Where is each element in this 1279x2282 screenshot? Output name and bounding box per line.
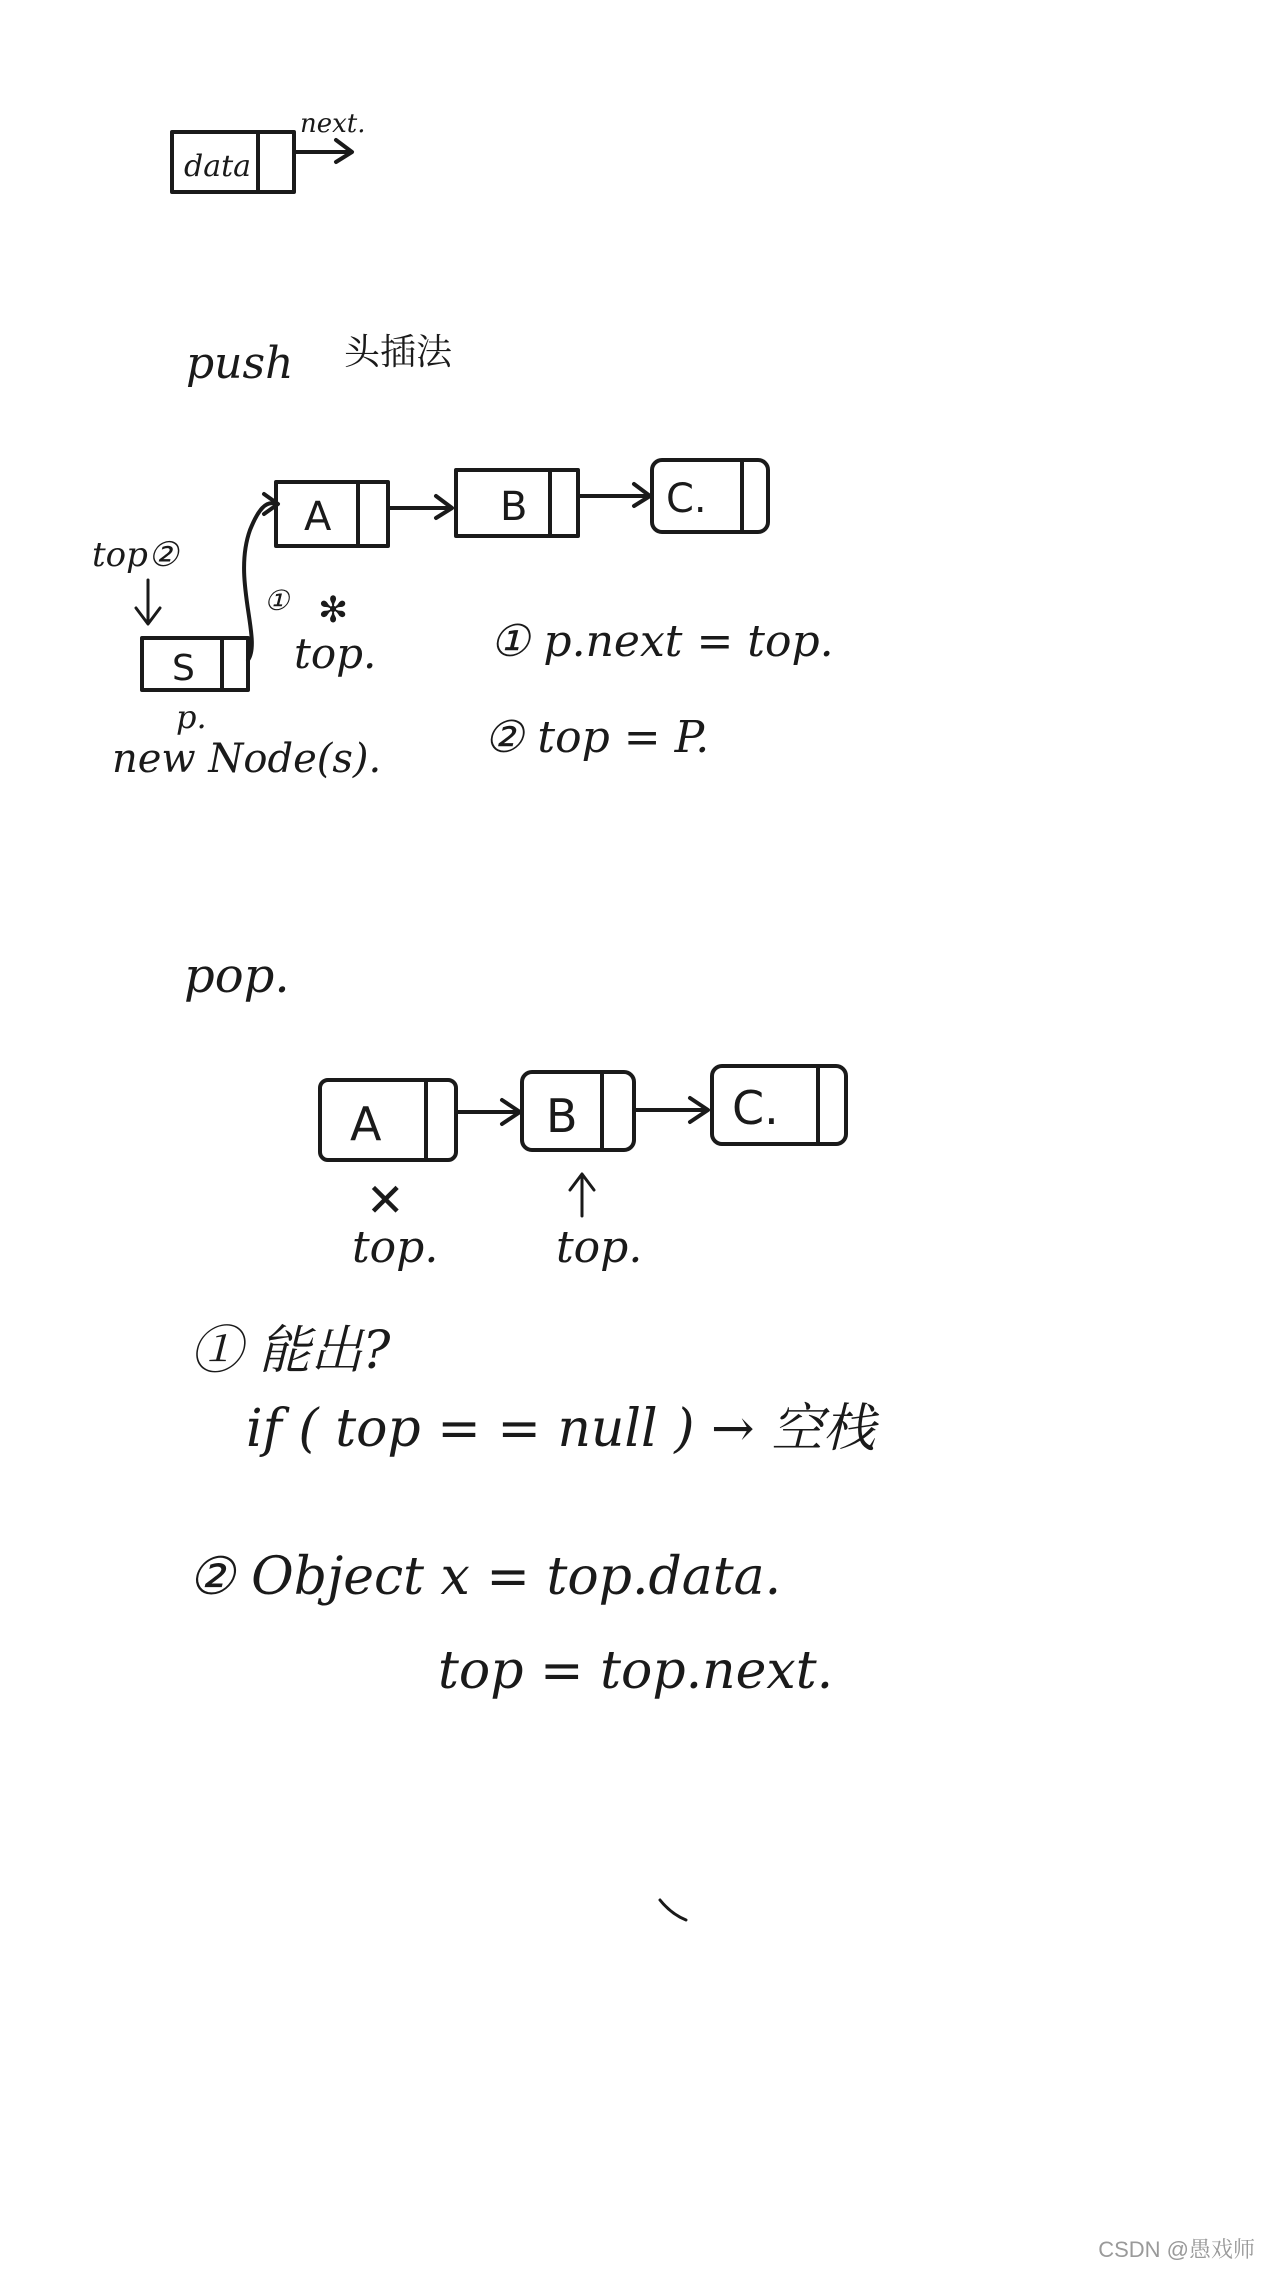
push-node-c-label: C. <box>666 476 707 522</box>
push-section <box>92 332 834 782</box>
push-new-node-box <box>142 638 248 690</box>
pop-step2-line1: ② Object x = top.data. <box>188 1547 782 1607</box>
pop-node-b-box <box>522 1072 634 1150</box>
pop-node-a-box <box>320 1080 456 1160</box>
pop-old-top-label: top. <box>352 1222 439 1273</box>
pop-new-top-label: top. <box>556 1222 643 1273</box>
pop-node-b-label: B <box>546 1089 578 1143</box>
push-subtitle: 头插法 <box>344 332 453 373</box>
stray-pen-mark <box>660 1900 686 1920</box>
pop-old-top-cross: ✕ <box>366 1173 405 1227</box>
push-p-label: p. <box>176 698 207 736</box>
push-step2: ② top = P. <box>484 712 710 763</box>
push-new-node-call: new Node(s). <box>112 736 382 782</box>
push-top-step2-label: top② <box>92 535 179 575</box>
push-old-top-cross: ✻ <box>318 590 349 631</box>
pop-section <box>184 948 880 1701</box>
push-title: push <box>186 338 294 389</box>
push-node-b-label: B <box>500 484 528 530</box>
pop-node-c-label: C. <box>732 1081 779 1135</box>
pop-title: pop. <box>184 948 290 1004</box>
legend-next-label: next. <box>300 109 366 139</box>
pop-node-a-label: A <box>350 1097 382 1151</box>
push-old-top-step: ① <box>264 584 290 617</box>
watermark: CSDN @愚戏师 <box>1098 2237 1255 2262</box>
pop-step2-line2: top = top.next. <box>438 1641 834 1701</box>
push-node-a-box <box>276 482 388 546</box>
legend-data-label: data <box>184 149 252 184</box>
pop-step1-title: ① 能出? <box>190 1321 391 1381</box>
push-old-top-label: top. <box>294 629 377 678</box>
push-node-a-label: A <box>304 494 332 540</box>
pop-step1-code: if ( top = = null ) → 空栈 <box>246 1399 876 1459</box>
push-step1: ① p.next = top. <box>490 616 834 667</box>
legend-node <box>172 109 366 192</box>
push-new-node-label: S <box>172 648 195 689</box>
